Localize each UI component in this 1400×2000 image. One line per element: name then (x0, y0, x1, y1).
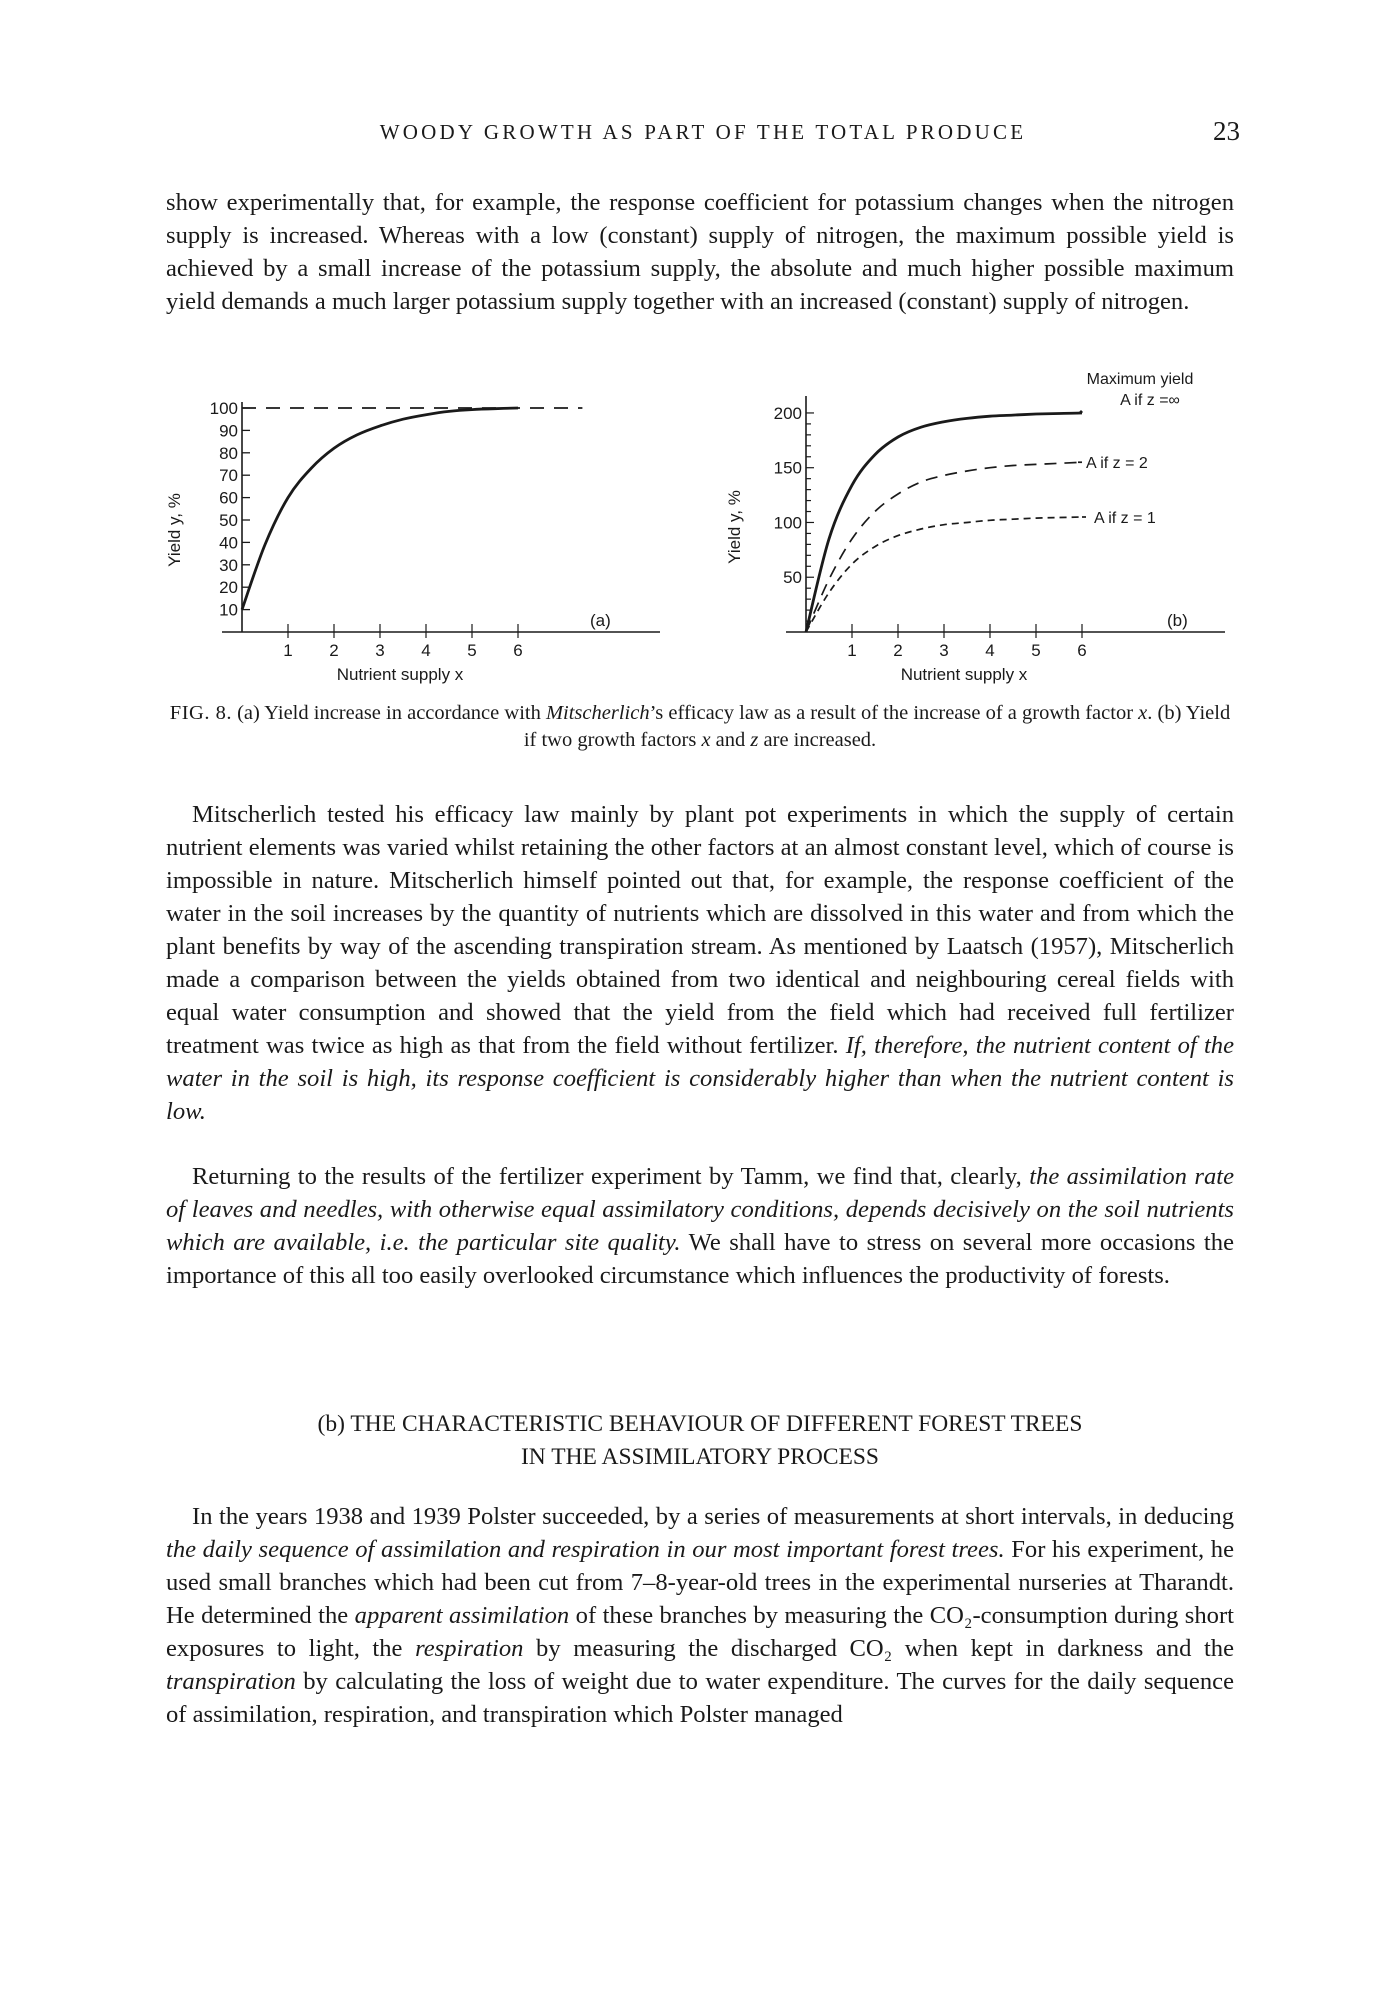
y-tick-label: 200 (773, 403, 802, 423)
y-tick-label: 40 (219, 533, 238, 553)
y-tick-label: 90 (219, 421, 238, 441)
series-line (806, 462, 1082, 632)
paragraph-text: In the years 1938 and 1939 Polster succeeded, by a series of measurements at short intervals, in deducing (192, 1503, 1234, 1530)
x-tick-label: 4 (421, 641, 431, 660)
y-tick-label: 100 (209, 399, 238, 418)
y-tick-label: 100 (773, 513, 802, 533)
paragraph-text: We shall have to stress on several more occasions the importance of this all too easily overlooked circumstance which influences the productivity of forests. (166, 1229, 1234, 1289)
page-header (166, 116, 1240, 156)
page-number: 23 (1213, 116, 1240, 146)
x-tick-label: 1 (283, 641, 293, 660)
y-tick-label: 10 (219, 600, 238, 620)
chart-b (725, 372, 1225, 684)
y-tick-label: 30 (219, 555, 238, 575)
body-paragraph (166, 1160, 1234, 1292)
y-tick-label: 150 (773, 458, 802, 478)
panel-label: (b) (1167, 611, 1188, 630)
x-tick-label: 5 (1031, 641, 1041, 660)
y-axis-label: Yield y, % (165, 493, 184, 567)
series-label: A if z =∞ (1120, 392, 1180, 409)
running-head: WOODY GROWTH AS PART OF THE TOTAL PRODUCE (379, 120, 1027, 144)
series-line (806, 517, 1082, 632)
series-label: A if z = 1 (1094, 510, 1156, 527)
caption-text: (a) Yield increase in accordance with (237, 702, 541, 724)
series-label: Maximum yield (1086, 372, 1194, 388)
x-tick-label: 6 (1077, 641, 1087, 660)
series-line (242, 408, 518, 610)
emphasized-text: apparent assimilation (354, 1602, 570, 1629)
x-axis-label: Nutrient supply x (336, 665, 464, 684)
x-tick-label: 2 (329, 641, 339, 660)
body-paragraph: show experimentally that, for example, the response coefficient for potassium changes when the nitrogen supply is increased. Whereas with a low (constant) supply of nitrogen, the maximum possible yield is achieved by a small increase of the potassium supply, the absolute and much higher possible maximum yield demands a much larger potassium supply together with an increased (constant) supply of nitrogen. (166, 189, 1234, 315)
y-tick-label: 60 (219, 488, 238, 508)
x-tick-label: 4 (985, 641, 995, 660)
body-paragraph (166, 1500, 1234, 1731)
section-heading-line: (b) THE CHARACTERISTIC BEHAVIOUR OF DIFFERENT FOREST TREES (317, 1411, 1083, 1437)
emphasized-text: the assimilation rate of leaves and needles, with otherwise equal assimilatory conditions, depends decisively on the soil nutrients which are available, i.e. the particular site quality. (166, 1163, 1234, 1256)
series-leader (1080, 411, 1082, 413)
y-axis-label: Yield y, % (725, 490, 744, 564)
caption-var: x (1138, 702, 1148, 724)
section-heading (166, 1408, 1234, 1474)
caption-text: are increased. (763, 729, 877, 751)
figure-caption (166, 700, 1234, 754)
paragraph-text: Mitscherlich tested his efficacy law mainly by plant pot experiments in which the supply of certain nutrient elements was varied whilst retaining the other factors at an almost constant level, which of course is impossible in nature. Mitscherlich himself pointed out that, for example, the response coefficient of the water in the soil increases by the quantity of nutrients which are dissolved in this water and from which the plant benefits by way of the ascending transpiration stream. As mentioned by Laatsch (1957), Mitscherlich made a comparison between the yields obtained from two identical and neighbouring cereal fields with equal water consumption and showed that the yield from the field which had received full fertilizer treatment was twice as high as that from the field without fertilizer. (166, 801, 1234, 1059)
figure-8 (160, 372, 1250, 692)
caption-text: and (715, 729, 746, 751)
caption-name: Mitscherlich (545, 702, 650, 724)
x-tick-label: 3 (375, 641, 385, 660)
y-tick-label: 50 (783, 568, 802, 588)
x-tick-label: 6 (513, 641, 523, 660)
x-axis-label: Nutrient supply x (900, 665, 1028, 684)
caption-var: z (750, 729, 759, 751)
caption-text: . (b) Yield if two growth factors (523, 702, 1231, 751)
emphasized-text: If, therefore, the nutrient content of the water in the soil is high, its response coefficient is considerably higher than when the nutrient content is low. (166, 1032, 1234, 1125)
y-tick-label: 80 (219, 443, 238, 463)
caption-label: FIG. 8. (169, 702, 232, 724)
y-tick-label: 20 (219, 578, 238, 598)
paragraph-text: Returning to the results of the fertilizer experiment by Tamm, we find that, clearly, (192, 1163, 1022, 1190)
caption-var: x (701, 729, 711, 751)
panel-label: (a) (590, 611, 611, 630)
paragraph-text: by measuring the discharged CO₂ when kept in darkness and the (536, 1635, 1235, 1662)
series-label: A if z = 2 (1086, 455, 1148, 473)
x-tick-label: 1 (847, 641, 857, 660)
emphasized-text: respiration (415, 1635, 524, 1662)
caption-text: ’s efficacy law as a result of the increase of a growth factor (649, 702, 1134, 724)
body-paragraph (166, 798, 1234, 1128)
emphasized-text: the daily sequence of assimilation and respiration in our most important forest trees. (166, 1536, 1005, 1563)
series-line (806, 413, 1082, 632)
x-tick-label: 2 (893, 641, 903, 660)
chart-a (165, 399, 660, 684)
section-heading-line: IN THE ASSIMILATORY PROCESS (520, 1444, 880, 1470)
y-tick-label: 70 (219, 466, 238, 486)
x-tick-label: 5 (467, 641, 477, 660)
y-tick-label: 50 (219, 511, 238, 530)
emphasized-text: transpiration (166, 1668, 296, 1695)
x-tick-label: 3 (939, 641, 949, 660)
paragraph-text: of these branches by measuring the CO₂-consumption during short exposures to light, the (166, 1602, 1234, 1662)
paragraph-text: For his experiment, he used small branches which had been cut from 7–8-year-old trees in the experimental nurseries at Tharandt. He determined the (166, 1536, 1234, 1629)
paragraph-text: by calculating the loss of weight due to water expenditure. The curves for the daily sequence of assimilation, respiration, and transpiration which Polster managed (166, 1668, 1234, 1728)
